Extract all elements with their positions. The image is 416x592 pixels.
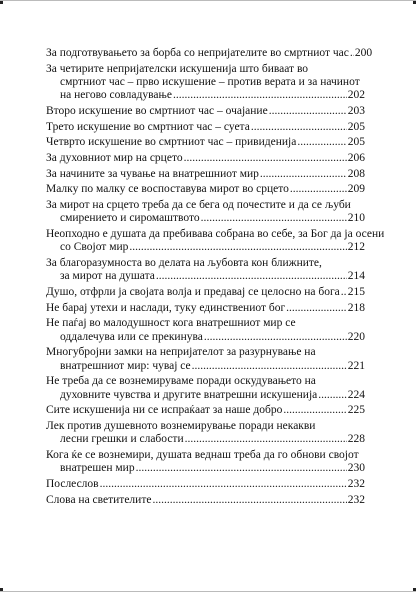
toc-entry-text: Не барај утехи и наслади, туку единствениот бог (46, 301, 286, 314)
toc-entry (46, 47, 373, 60)
toc-entry-line (46, 199, 365, 212)
dot-leader (297, 136, 346, 149)
toc-entry (46, 63, 365, 103)
toc-page-number: 232 (347, 493, 365, 506)
toc-entry-text: Не треба да се вознемируваме поради оскудувањето на (46, 375, 316, 388)
toc-entry-text: внатрешниот мир: чувај се (60, 359, 191, 372)
toc-entry-text: Лек против душевното вознемирување поради некакви (46, 420, 316, 433)
dot-leader (286, 302, 347, 315)
toc-entry-line (46, 183, 365, 196)
toc-entry (46, 228, 385, 255)
toc-entry (46, 286, 365, 299)
toc-entry-line (46, 375, 365, 388)
toc-entry-text: со Својот мир (60, 241, 129, 254)
dot-leader (283, 404, 346, 417)
toc-entry-text: Четврто искушение во смртниот час – привиденија (46, 136, 297, 149)
toc-page-number: 232 (347, 478, 365, 491)
toc-entry-line (46, 257, 365, 270)
toc-entry-line (46, 286, 365, 299)
table-of-contents (46, 47, 385, 509)
toc-entry-line (46, 420, 365, 433)
toc-entry-line (46, 89, 365, 102)
dot-leader (136, 462, 347, 475)
toc-entry (46, 317, 365, 344)
toc-entry (46, 136, 365, 149)
toc-entry-text: Кога ќе се вознемири, душата веднаш треба да го обнови својот (46, 449, 359, 462)
toc-entry (46, 449, 365, 476)
toc-entry (46, 121, 365, 134)
dot-leader (129, 241, 346, 254)
dot-leader (173, 89, 347, 102)
toc-entry-line (46, 212, 365, 225)
toc-page-number: 209 (347, 183, 365, 196)
toc-entry (46, 152, 365, 165)
toc-entry (46, 183, 365, 196)
toc-page-number: 220 (347, 330, 365, 343)
toc-entry-text: Сите искушенија ни се испраќаат за наше добро (46, 404, 283, 417)
toc-entry-line (46, 404, 365, 417)
dot-leader (290, 183, 347, 196)
toc-entry-line (46, 241, 365, 254)
toc-page-number: 206 (347, 152, 365, 165)
toc-entry-text: Не паѓај во малодушност кога внатрешниот мир се (46, 317, 296, 330)
toc-entry-text: Послеслов (46, 478, 99, 491)
toc-entry (46, 302, 365, 315)
toc-entry-text: За начините за чување на внатрешниот мир (46, 167, 259, 180)
toc-page-number: 224 (347, 388, 365, 401)
toc-entry-text: За мирот на срцето треба да се бега од почестите и да се љуби (46, 199, 351, 212)
dot-leader (204, 331, 347, 344)
toc-entry-line (46, 152, 365, 165)
corner-mark (0, 1, 3, 4)
toc-page-number: 225 (347, 404, 365, 417)
dot-leader (152, 494, 346, 507)
corner-mark (0, 588, 3, 591)
toc-entry-text: оддалечува или се прекинува (60, 330, 203, 343)
toc-entry-text: духовните чувства и другите внатрешни искушенија (60, 388, 318, 401)
toc-entry-line (46, 494, 365, 507)
toc-entry-text: За духовниот мир на срцето (46, 152, 183, 165)
toc-entry-line (46, 331, 365, 344)
toc-entry (46, 199, 365, 226)
toc-entry-text: лесни грешки и слабости (60, 433, 184, 446)
toc-entry-line (46, 317, 365, 330)
toc-entry (46, 168, 365, 181)
toc-page-number: 214 (347, 270, 365, 283)
dot-leader (184, 152, 347, 165)
dot-leader (201, 212, 347, 225)
dot-leader (341, 286, 347, 299)
toc-page-number: 203 (347, 104, 365, 117)
toc-entry-text: За подготвувањето за борба со непријателите во смртниот час (46, 47, 349, 59)
toc-entry-text: Слова на светителите (46, 493, 152, 506)
dot-leader (260, 168, 347, 181)
toc-entry-line (46, 270, 365, 283)
toc-entry (46, 375, 365, 402)
toc-entry-text: Малку по малку се воспоставува мирот во срцето (46, 183, 289, 196)
dot-leader (269, 105, 347, 118)
toc-entry (46, 494, 365, 507)
toc-entry-text: Душо, отфрли ја својата волја и предавај се целосно на бога (46, 286, 340, 299)
toc-entry-line (46, 433, 365, 446)
toc-entry-line (46, 449, 365, 462)
toc-entry-line (46, 478, 365, 491)
toc-page-number: 208 (347, 167, 365, 180)
toc-page-number: 221 (347, 359, 365, 372)
toc-entry-text: смирението и сиромаштвото (60, 212, 200, 225)
toc-entry-text: на негово совладување (60, 89, 172, 102)
toc-entry-line (46, 136, 365, 149)
dot-leader (251, 121, 347, 134)
toc-entry-line (46, 76, 365, 89)
toc-entry-text: Неопходно е душата да пребивава собрана во себе, за Бог да ја осени (46, 228, 385, 241)
toc-entry-line (46, 302, 365, 315)
toc-entry-text: смртниот час – прво искушение – против верата и за начинот (60, 75, 360, 88)
toc-page-number: 210 (347, 212, 365, 225)
toc-entry-line (46, 360, 365, 373)
toc-entry (46, 105, 365, 118)
dot-leader (350, 47, 354, 60)
toc-entry (46, 420, 365, 447)
toc-page-number: 202 (347, 89, 365, 102)
toc-page-number: 200 (354, 47, 373, 59)
toc-entry (46, 257, 365, 284)
toc-entry-line (46, 121, 365, 134)
toc-page-number: 230 (347, 462, 365, 475)
toc-entry-text: Трето искушение во смртниот час – суета (46, 120, 250, 133)
toc-entry-line (46, 168, 365, 181)
toc-entry-line (46, 346, 365, 359)
toc-entry-line (46, 63, 365, 76)
toc-entry-line (46, 462, 365, 475)
toc-page-number: 228 (347, 433, 365, 446)
toc-page-number: 205 (347, 120, 365, 133)
toc-entry (46, 478, 365, 491)
toc-entry-line (46, 47, 373, 60)
toc-entry-text: Второ искушение во смртниот час – очајание (46, 104, 268, 117)
toc-entry-line (46, 389, 365, 402)
dot-leader (185, 433, 347, 446)
toc-entry-text: внатрешен мир (60, 462, 135, 475)
toc-page-number: 215 (347, 286, 365, 299)
dot-leader (156, 270, 347, 283)
toc-page-number: 218 (347, 301, 365, 314)
toc-entry-text: За благоразумноста во делата на љубовта кон ближните, (46, 257, 322, 270)
toc-page-number: 212 (347, 241, 365, 254)
dot-leader (318, 389, 347, 402)
toc-entry-text: Многубројни замки на непријателот за разурнување на (46, 346, 316, 359)
dot-leader (192, 360, 347, 373)
toc-page-number: 205 (347, 136, 365, 149)
toc-entry (46, 346, 365, 373)
toc-entry-text: за мирот на душата (60, 270, 155, 283)
toc-entry-line (46, 228, 385, 241)
dot-leader (100, 478, 347, 491)
toc-entry-line (46, 105, 365, 118)
toc-entry (46, 404, 365, 417)
toc-entry-text: За четирите непријателски искушенија што биваат во (46, 62, 309, 75)
